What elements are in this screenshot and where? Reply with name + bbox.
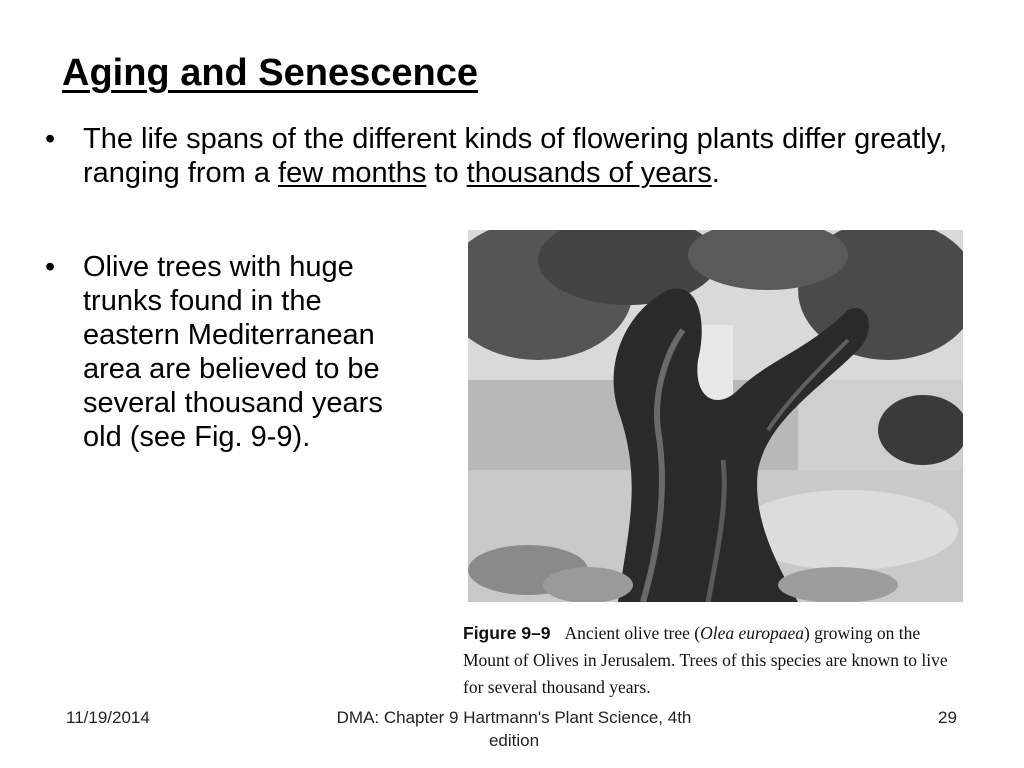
bullet-text-end: .	[711, 157, 720, 189]
figure-caption	[463, 620, 963, 701]
footer-source: DMA: Chapter 9 Hartmann's Plant Science, 4th edition	[336, 708, 692, 750]
emphasis-few-months: few months	[278, 157, 427, 189]
olive-tree-photo	[468, 230, 963, 602]
bullet-text-middle: to	[426, 157, 467, 189]
caption-text-start: Ancient olive tree (	[564, 623, 701, 643]
footer-date: 11/19/2014	[66, 708, 150, 727]
bullet-marker: •	[45, 251, 56, 283]
figure-9-9	[463, 230, 963, 702]
caption-text-end: ) growing on the Mount of Olives in Jerusalem. Trees of this species are known to live for several thousand years.	[463, 623, 948, 697]
emphasis-thousands-of-years: thousands of years	[466, 157, 712, 189]
scientific-name: Olea europaea	[700, 623, 804, 643]
bullet-text: The life spans of the different kinds of flowering plants differ greatly, ranging from a	[83, 123, 948, 189]
bullet-marker: •	[45, 123, 56, 155]
bullet-olive-trees	[45, 250, 413, 454]
figure-label: Figure 9–9	[463, 623, 551, 643]
slide-title: Aging and Senescence	[62, 52, 479, 94]
bullet-text: Olive trees with huge trunks found in the eastern Mediterranean area are believed to be several thousand years old (see Fig. 9-9).	[83, 251, 383, 453]
footer-page-number: 29	[938, 708, 957, 727]
bullet-lifespans	[45, 122, 953, 190]
